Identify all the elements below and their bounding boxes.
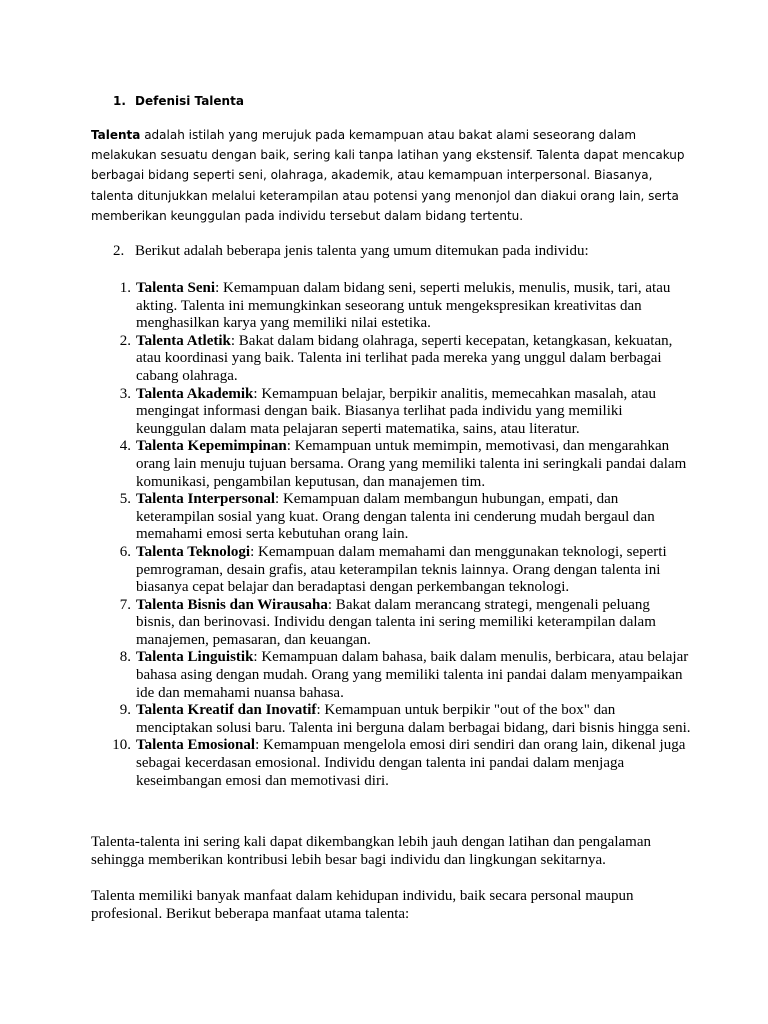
list-item xyxy=(91,491,691,544)
list-item xyxy=(91,386,691,439)
talent-name: Talenta Akademik xyxy=(136,385,254,402)
list-marker: 4. xyxy=(119,438,131,455)
benefits-paragraph: Talenta memiliki banyak manfaat dalam kehidupan individu, baik secara personal maupun profesional. Berikut beberapa manfaat utama talenta: xyxy=(91,888,634,922)
heading-title: Defenisi Talenta xyxy=(135,94,244,108)
list-marker: 5. xyxy=(119,491,131,508)
list-item xyxy=(91,702,691,737)
list-marker: 1. xyxy=(119,280,131,296)
talent-name: Talenta Emosional xyxy=(136,737,256,754)
list-item xyxy=(91,597,691,650)
list-marker: 7. xyxy=(119,596,131,613)
list-item xyxy=(91,333,691,386)
heading-number: 1. xyxy=(113,94,126,108)
definition-term: Talenta xyxy=(91,128,141,142)
list-marker: 10. xyxy=(112,737,131,754)
list-item xyxy=(91,438,691,491)
talent-name: Talenta Interpersonal xyxy=(136,491,276,508)
definition-paragraph xyxy=(91,125,691,226)
talent-desc: : Kemampuan untuk memimpin, memotivasi, dan mengarahkan orang lain menuju tujuan bersama. Orang yang memiliki talenta ini seringkali pandai dalam komunikasi, pengambilan keputusan, dan manajemen tim. xyxy=(136,438,687,490)
types-intro xyxy=(113,242,713,260)
talent-name: Talenta Linguistik xyxy=(136,649,254,666)
development-paragraph: Talenta-talenta ini sering kali dapat dikembangkan lebih jauh dengan latihan dan pengalaman sehingga memberikan kontribusi lebih besar bagi individu dan lingkungan sekitarnya. xyxy=(91,834,651,868)
talent-name: Talenta Bisnis dan Wirausaha xyxy=(136,596,328,613)
types-intro-number: 2. xyxy=(113,243,125,259)
list-marker: 9. xyxy=(119,702,131,719)
list-marker: 6. xyxy=(119,543,131,560)
talent-desc: : Bakat dalam bidang olahraga, seperti kecepatan, ketangkasan, kekuatan, atau koordinasi yang baik. Talenta ini terlihat pada mereka yang unggul dalam berbagai cabang olahraga. xyxy=(136,332,673,384)
talent-name: Talenta Teknologi xyxy=(136,543,251,560)
list-marker: 2. xyxy=(119,332,131,349)
talent-desc: : Kemampuan belajar, berpikir analitis, memecahkan masalah, atau mengingat informasi dengan baik. Biasanya terlihat pada individu yang memiliki keunggulan dalam mata pelajaran seperti matematika, sains, atau literatur. xyxy=(136,385,656,437)
talent-desc: : Kemampuan dalam bahasa, baik dalam menulis, berbicara, atau belajar bahasa asing dengan mudah. Orang yang memiliki talenta ini pandai dalam menyampaikan ide dan memahami nuansa bahasa. xyxy=(136,649,689,701)
talent-name: Talenta Atletik xyxy=(136,332,231,349)
list-item xyxy=(91,737,691,790)
list-marker: 8. xyxy=(119,649,131,666)
list-item xyxy=(91,544,691,597)
definition-text: adalah istilah yang merujuk pada kemampuan atau bakat alami seseorang dalam melakukan sesuatu dengan baik, sering kali tanpa latihan yang ekstensif. Talenta dapat mencakup berbagai bidang seperti seni, olahraga, akademik, atau kemampuan interpersonal. Biasanya, talenta ditunjukkan melalui keterampilan atau potensi yang menonjol dan diakui orang lain, serta memberikan keunggulan pada individu tersebut dalam bidang tertentu. xyxy=(91,128,685,223)
list-item xyxy=(91,649,691,702)
talent-desc: : Kemampuan dalam membangun hubungan, empati, dan keterampilan sosial yang kuat. Orang dengan talenta ini cenderung mudah bergaul dan memahami emosi serta kebutuhan orang lain. xyxy=(136,491,655,543)
list-item xyxy=(91,280,691,333)
talent-desc: : Bakat dalam merancang strategi, mengenali peluang bisnis, dan berinovasi. Individu dengan talenta ini sering memiliki keterampilan dalam manajemen, pemasaran, dan keuangan. xyxy=(136,596,656,648)
types-intro-text: Berikut adalah beberapa jenis talenta yang umum ditemukan pada individu: xyxy=(135,243,589,259)
talent-types-list xyxy=(91,280,691,790)
talent-desc: : Kemampuan mengelola emosi diri sendiri dan orang lain, dikenal juga sebagai kecerdasan emosional. Individu dengan talenta ini pandai dalam menjaga keseimbangan emosi dan memotivasi diri. xyxy=(136,737,686,789)
talent-desc: : Kemampuan dalam memahami dan menggunakan teknologi, seperti pemrograman, desain grafis, atau keterampilan teknis lainnya. Orang dengan talenta ini biasanya cepat belajar dan beradaptasi dengan perkembangan teknologi. xyxy=(136,543,667,596)
list-marker: 3. xyxy=(119,385,131,402)
talent-name: Talenta Seni xyxy=(136,280,216,296)
talent-desc: : Kemampuan untuk berpikir "out of the box" dan menciptakan solusi baru. Talenta ini berguna dalam berbagai bidang, dari bisnis hingga seni. xyxy=(136,702,691,736)
talent-desc: : Kemampuan dalam bidang seni, seperti melukis, menulis, musik, tari, atau akting. Talenta ini memungkinkan seseorang untuk mengekspresikan kreativitas dan menghasilkan karya yang memiliki nilai estetika. xyxy=(136,280,671,332)
section-heading xyxy=(113,94,244,108)
talent-name: Talenta Kepemimpinan xyxy=(136,438,287,455)
talent-name: Talenta Kreatif dan Inovatif xyxy=(136,702,317,719)
